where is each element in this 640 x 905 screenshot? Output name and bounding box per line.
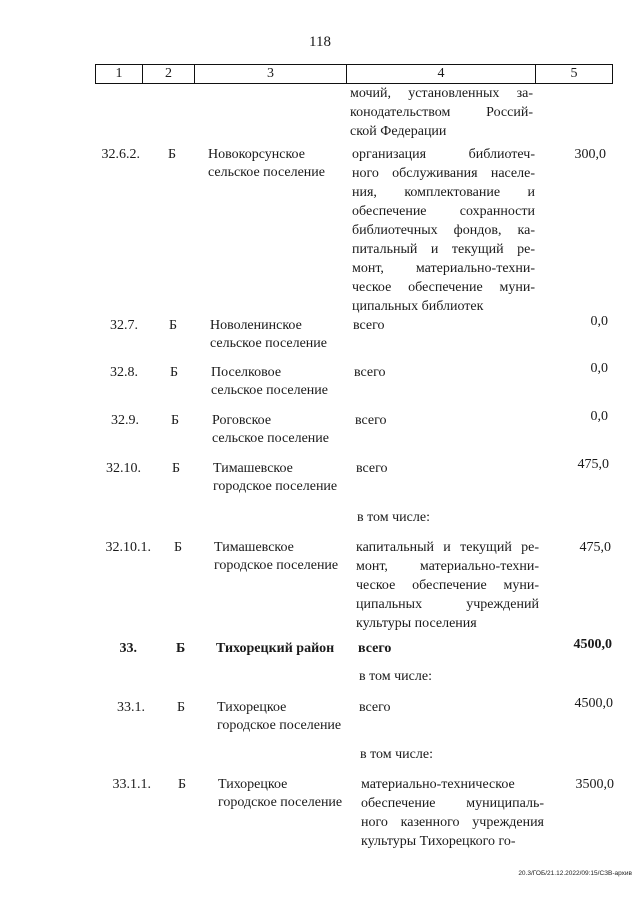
- row-description-line: ципальных учреждений: [356, 597, 539, 612]
- row-description-line: всего: [358, 641, 392, 656]
- row-name-line: Роговское: [212, 413, 272, 428]
- row-description-line: организация библиотеч-: [352, 147, 535, 162]
- header-col-1: 1: [115, 66, 123, 81]
- row-number: 33.1.: [117, 700, 145, 715]
- row-category: Б: [172, 461, 181, 476]
- row-name-line: сельское поселение: [208, 165, 325, 180]
- row-amount: 4500,0: [573, 637, 612, 652]
- row-category: Б: [178, 777, 187, 792]
- row-description-line: ческое обеспечение муни-: [356, 578, 539, 593]
- row-number: 32.10.: [106, 461, 141, 476]
- row-description-line: ного казенного учреждения: [361, 815, 544, 830]
- row-description-line: культуры поселения: [356, 616, 477, 631]
- row-amount: 475,0: [579, 540, 611, 555]
- row-amount: 0,0: [590, 361, 608, 376]
- row-number: 33.1.1.: [112, 777, 151, 792]
- row-description-line: обеспечение муниципаль-: [361, 796, 544, 811]
- row-category: Б: [168, 147, 177, 162]
- table-header: [95, 64, 613, 84]
- row-description-line: в том числе:: [359, 669, 432, 684]
- row-name-line: Тихорецкий район: [216, 641, 335, 656]
- document-footer: 20.3/ГОБ/21.12.2022/09:15/СЗВ-архив: [518, 870, 632, 877]
- row-number: 32.9.: [111, 413, 139, 428]
- continuation-line: мочий, установленных за-: [350, 86, 533, 101]
- row-description-line: ного обслуживания населе-: [352, 166, 535, 181]
- row-description-line: монт, материально-техни-: [352, 261, 535, 276]
- row-amount: 300,0: [574, 147, 606, 162]
- row-name-line: городское поселение: [218, 795, 343, 810]
- row-description-line: материально-техническое: [361, 777, 515, 792]
- row-number: 32.8.: [110, 365, 138, 380]
- row-category: Б: [170, 365, 179, 380]
- row-name-line: Новокорсунское: [208, 147, 305, 162]
- row-name-line: Новоленинское: [210, 318, 302, 333]
- header-col-2: 2: [165, 66, 172, 81]
- row-description-line: всего: [354, 365, 386, 380]
- row-category: Б: [177, 700, 186, 715]
- row-description-line: обеспечение сохранности: [352, 204, 535, 219]
- row-description-line: культуры Тихорецкого го-: [361, 834, 516, 849]
- row-name-line: городское поселение: [213, 479, 338, 494]
- row-description-line: всего: [356, 461, 388, 476]
- row-description-line: питальный и текущий ре-: [352, 242, 535, 257]
- header-col-3: 3: [267, 66, 274, 81]
- row-name-line: Тимашевское: [214, 540, 294, 555]
- row-name-line: Поселковое: [211, 365, 282, 380]
- page-number: 118: [309, 34, 331, 50]
- row-description-line: всего: [355, 413, 387, 428]
- row-name-line: городское поселение: [217, 718, 342, 733]
- header-col-4: 4: [437, 66, 445, 81]
- row-amount: 0,0: [590, 409, 608, 424]
- continuation-line: ской Федерации: [350, 124, 447, 139]
- continuation-line: конодательством Россий-: [350, 105, 533, 120]
- row-name-line: городское поселение: [214, 558, 339, 573]
- row-name-line: Тимашевское: [213, 461, 293, 476]
- row-description-line: капитальный и текущий ре-: [356, 540, 539, 555]
- row-description-line: ческое обеспечение муни-: [352, 280, 535, 295]
- row-name-line: Тихорецкое: [218, 777, 288, 792]
- row-description-line: всего: [359, 700, 391, 715]
- row-category: Б: [176, 641, 186, 656]
- header-col-5: 5: [570, 66, 578, 81]
- row-name-line: сельское поселение: [211, 383, 328, 398]
- row-description-line: ния, комплектование и: [352, 185, 535, 200]
- row-description-line: в том числе:: [357, 510, 430, 525]
- row-amount: 475,0: [577, 457, 609, 472]
- row-description-line: монт, материально-техни-: [356, 559, 539, 574]
- row-amount: 0,0: [590, 314, 608, 329]
- row-description-line: ципальных библиотек: [352, 299, 484, 314]
- row-category: Б: [174, 540, 183, 555]
- row-description-line: в том числе:: [360, 747, 433, 762]
- row-description-line: всего: [353, 318, 385, 333]
- row-name-line: Тихорецкое: [217, 700, 287, 715]
- row-number: 32.10.1.: [105, 540, 151, 555]
- row-category: Б: [171, 413, 180, 428]
- row-number: 33.: [119, 641, 137, 656]
- row-category: Б: [169, 318, 178, 333]
- row-number: 32.7.: [110, 318, 138, 333]
- row-description-line: библиотечных фондов, ка-: [352, 223, 535, 238]
- row-amount: 3500,0: [575, 777, 614, 792]
- row-name-line: сельское поселение: [210, 336, 327, 351]
- row-amount: 4500,0: [574, 696, 613, 711]
- row-name-line: сельское поселение: [212, 431, 329, 446]
- row-number: 32.6.2.: [101, 147, 140, 162]
